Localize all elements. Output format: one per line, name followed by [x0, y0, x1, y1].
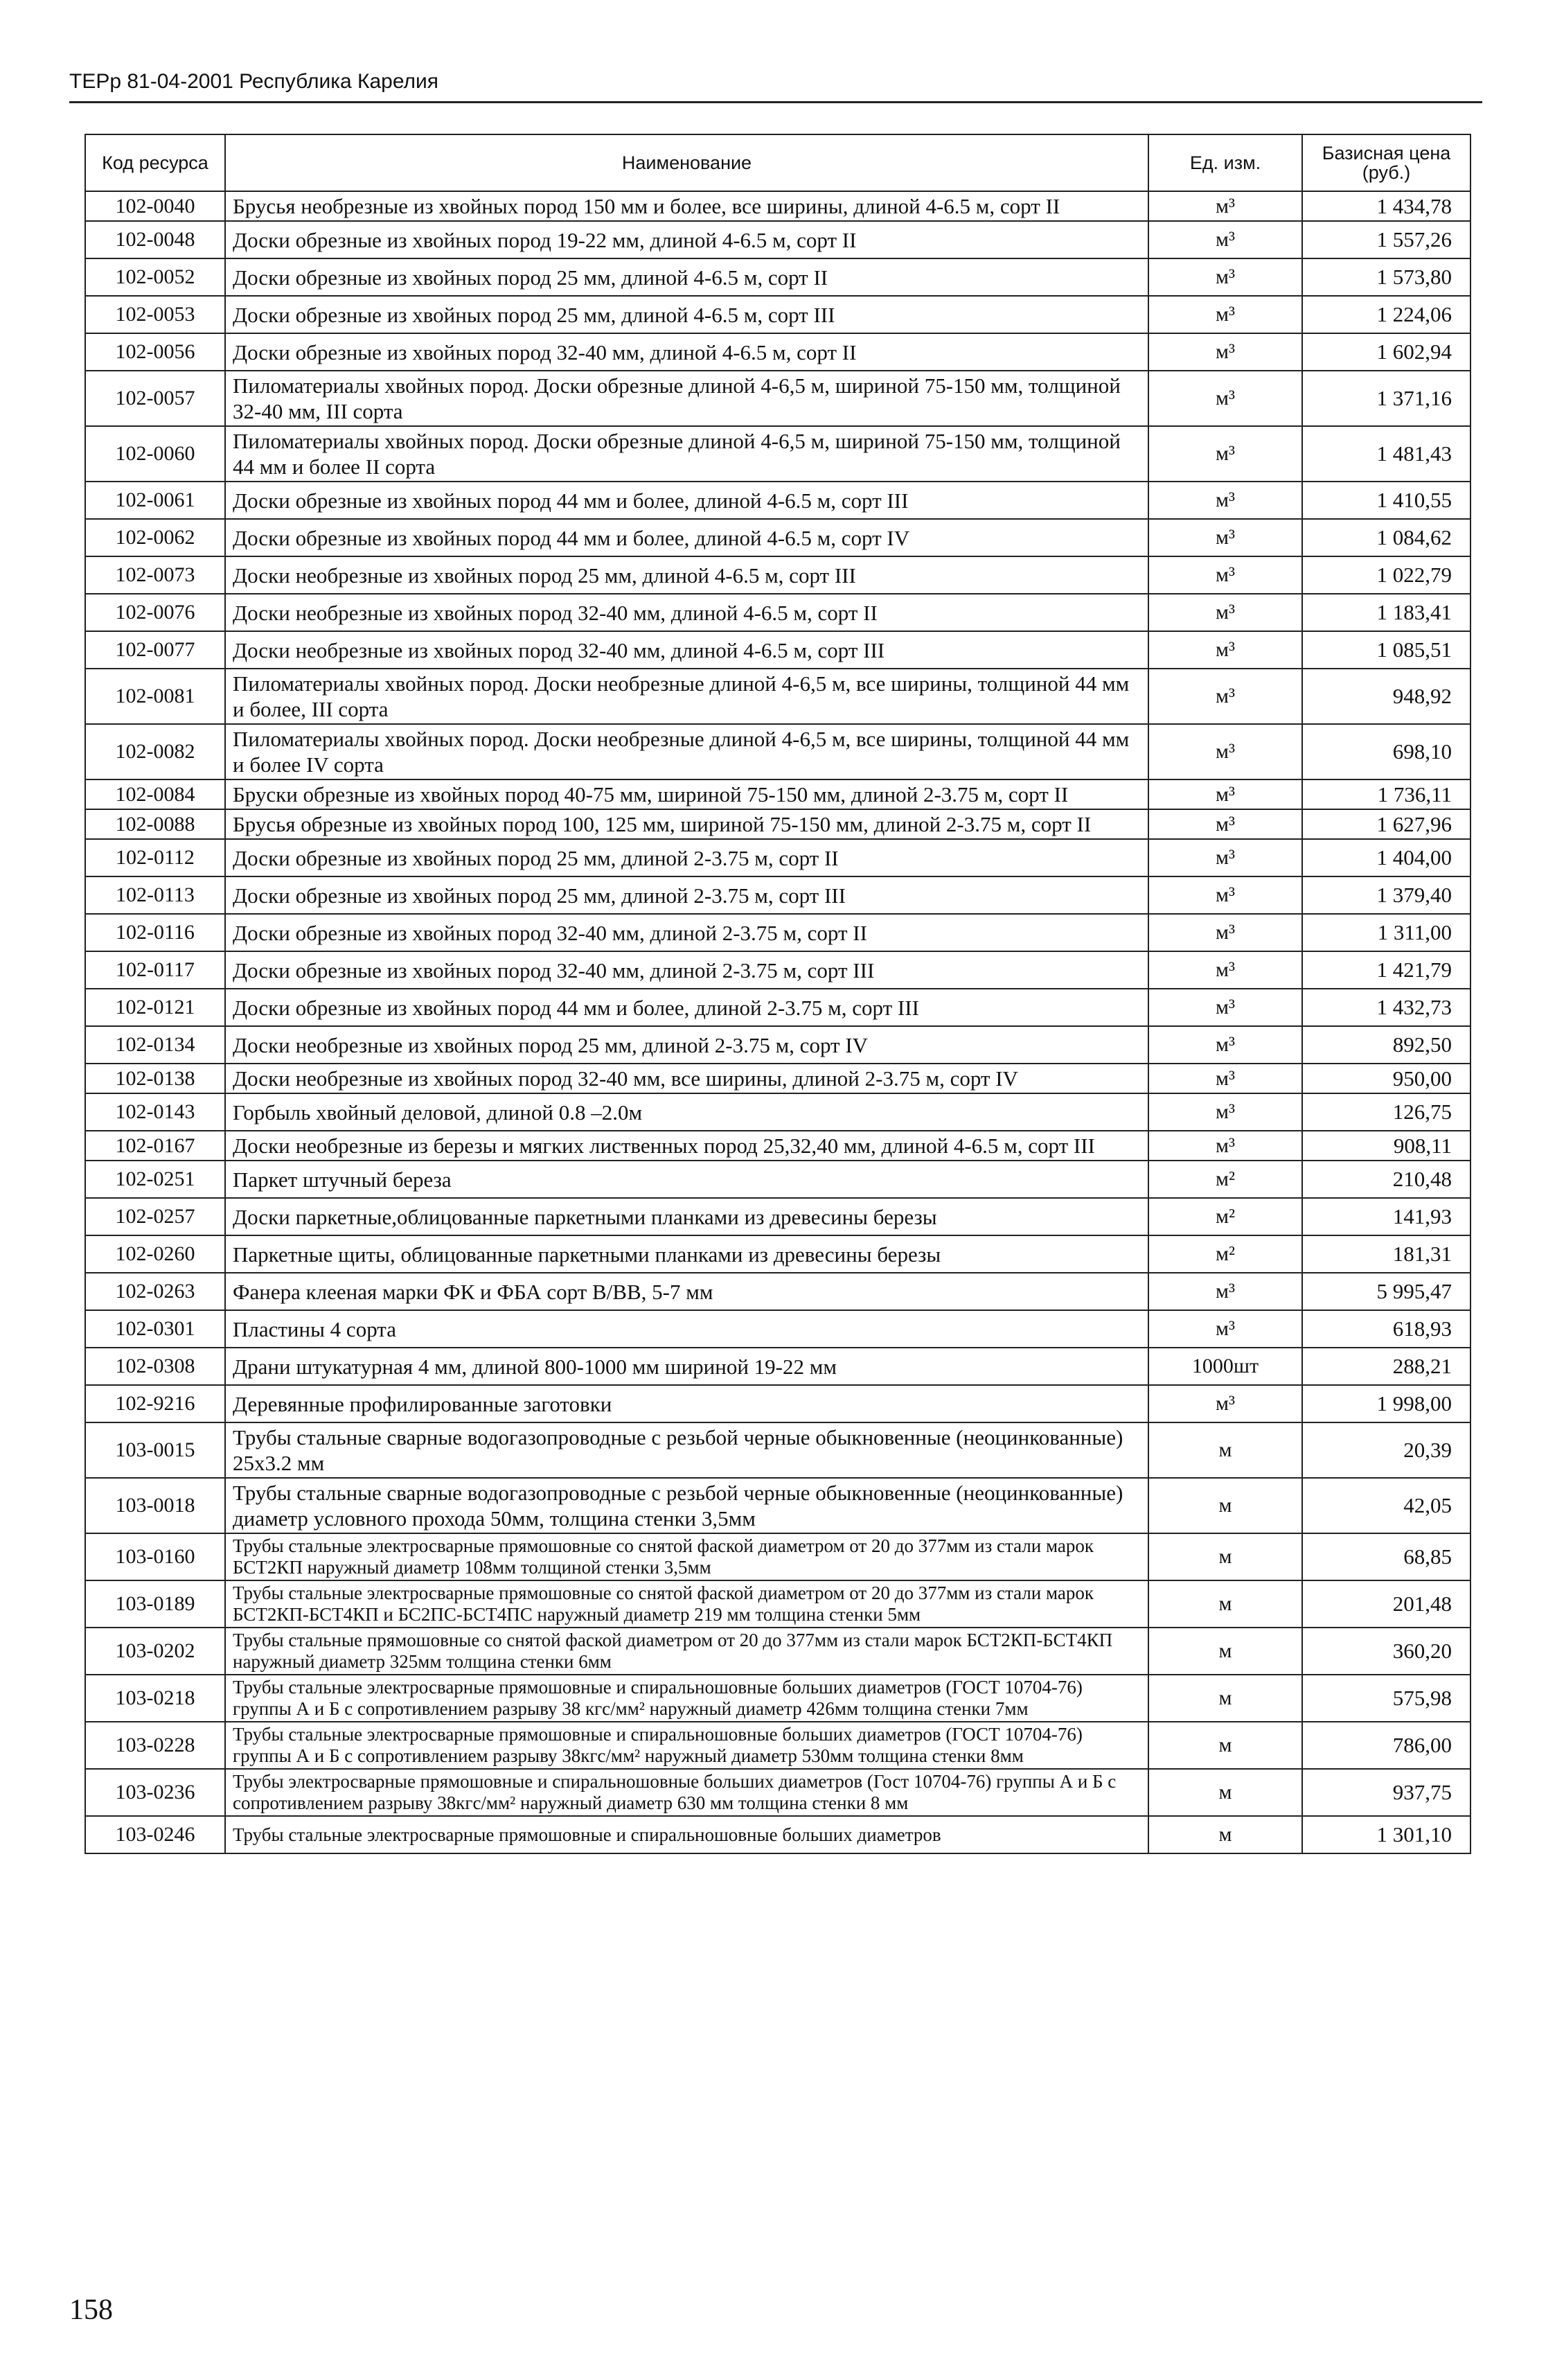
price-cell: 201,48: [1302, 1580, 1470, 1628]
unit-cell: 1000шт: [1148, 1348, 1302, 1385]
resource-name-cell: Брусья обрезные из хвойных пород 100, 125 мм, шириной 75-150 мм, длиной 2-3.75 м, сорт II: [225, 809, 1148, 839]
unit-cell: м³: [1148, 839, 1302, 876]
resource-name-cell: Паркет штучный береза: [225, 1161, 1148, 1198]
resource-code-cell: 103-0160: [85, 1533, 225, 1580]
price-cell: 1 085,51: [1302, 631, 1470, 669]
price-cell: 1 084,62: [1302, 519, 1470, 556]
price-cell: 698,10: [1302, 724, 1470, 779]
unit-cell: м: [1148, 1580, 1302, 1628]
table-row: [85, 1722, 1470, 1769]
resource-name-cell: Трубы стальные электросварные прямошовные и спиральношовные больших диаметров (ГОСТ 10704-76) группы А и Б с сопротивлением разрыву 38кгс/мм² наружный диаметр 530мм толщина стенки 8мм: [225, 1722, 1148, 1769]
table-row: [85, 1161, 1470, 1198]
resource-name-cell: Трубы стальные сварные водогазопроводные с резьбой черные обыкновенные (неоцинкованные) диаметр условного прохода 50мм, толщина стенки 3,5мм: [225, 1478, 1148, 1533]
unit-cell: м: [1148, 1722, 1302, 1769]
unit-cell: м³: [1148, 989, 1302, 1026]
unit-cell: м³: [1148, 191, 1302, 221]
resource-name-cell: Доски паркетные,облицованные паркетными планками из древесины березы: [225, 1198, 1148, 1235]
resource-name-cell: Доски обрезные из хвойных пород 32-40 мм, длиной 2-3.75 м, сорт II: [225, 914, 1148, 951]
unit-cell: м³: [1148, 1093, 1302, 1131]
table-row: [85, 914, 1470, 951]
resource-code-cell: 102-0052: [85, 258, 225, 296]
resource-name-cell: Доски обрезные из хвойных пород 32-40 мм, длиной 4-6.5 м, сорт II: [225, 333, 1148, 371]
resource-name-cell: Доски необрезные из хвойных пород 32-40 мм, длиной 4-6.5 м, сорт II: [225, 594, 1148, 631]
table-row: [85, 1235, 1470, 1273]
resource-code-cell: 102-0082: [85, 724, 225, 779]
resource-code-cell: 102-0116: [85, 914, 225, 951]
price-cell: 288,21: [1302, 1348, 1470, 1385]
resource-code-cell: 102-0112: [85, 839, 225, 876]
resource-name-cell: Бруски обрезные из хвойных пород 40-75 мм, шириной 75-150 мм, длиной 2-3.75 м, сорт II: [225, 779, 1148, 809]
resource-name-cell: Доски обрезные из хвойных пород 25 мм, длиной 4-6.5 м, сорт II: [225, 258, 1148, 296]
table-row: [85, 1198, 1470, 1235]
table-row: [85, 426, 1470, 482]
resource-name-cell: Пиломатериалы хвойных пород. Доски обрезные длиной 4-6,5 м, шириной 75-150 мм, толщиной 32-40 мм, III сорта: [225, 371, 1148, 426]
resource-code-cell: 102-0308: [85, 1348, 225, 1385]
price-cell: 1 410,55: [1302, 482, 1470, 519]
table-row: [85, 556, 1470, 594]
table-row: [85, 1816, 1470, 1853]
resource-name-cell: Пиломатериалы хвойных пород. Доски необрезные длиной 4-6,5 м, все ширины, толщиной 44 мм и более IV сорта: [225, 724, 1148, 779]
unit-cell: м³: [1148, 221, 1302, 258]
resource-code-cell: 102-0121: [85, 989, 225, 1026]
resource-name-cell: Фанера клееная марки ФК и ФБА сорт В/ВВ, 5-7 мм: [225, 1273, 1148, 1310]
unit-cell: м: [1148, 1628, 1302, 1675]
table-row: [85, 258, 1470, 296]
table-row: [85, 1533, 1470, 1580]
resource-code-cell: 102-0077: [85, 631, 225, 669]
price-cell: 1 421,79: [1302, 951, 1470, 989]
resource-name-cell: Брусья необрезные из хвойных пород 150 мм и более, все ширины, длиной 4-6.5 м, сорт II: [225, 191, 1148, 221]
unit-cell: м³: [1148, 779, 1302, 809]
resource-name-cell: Трубы стальные прямошовные со снятой фаской диаметром от 20 до 377мм из стали марок БСТ2КП-БСТ4КП наружный диаметр 325мм толщина стенки 6мм: [225, 1628, 1148, 1675]
price-cell: 20,39: [1302, 1422, 1470, 1478]
price-cell: 950,00: [1302, 1064, 1470, 1093]
table-row: [85, 779, 1470, 809]
resource-name-cell: Доски обрезные из хвойных пород 32-40 мм, длиной 2-3.75 м, сорт III: [225, 951, 1148, 989]
unit-cell: м²: [1148, 1235, 1302, 1273]
table-row: [85, 1093, 1470, 1131]
price-cell: 126,75: [1302, 1093, 1470, 1131]
unit-cell: м³: [1148, 669, 1302, 724]
resource-name-cell: Пиломатериалы хвойных пород. Доски необрезные длиной 4-6,5 м, все ширины, толщиной 44 мм и более, III сорта: [225, 669, 1148, 724]
table-row: [85, 1675, 1470, 1722]
unit-cell: м³: [1148, 1064, 1302, 1093]
resource-name-cell: Пластины 4 сорта: [225, 1310, 1148, 1348]
resource-code-cell: 103-0189: [85, 1580, 225, 1628]
price-cell: 1 183,41: [1302, 594, 1470, 631]
unit-cell: м³: [1148, 1273, 1302, 1310]
unit-cell: м²: [1148, 1161, 1302, 1198]
table-row: [85, 594, 1470, 631]
table-row: [85, 989, 1470, 1026]
price-cell: 1 301,10: [1302, 1816, 1470, 1853]
price-cell: 618,93: [1302, 1310, 1470, 1348]
resource-name-cell: Доски обрезные из хвойных пород 25 мм, длиной 2-3.75 м, сорт III: [225, 876, 1148, 914]
price-cell: 42,05: [1302, 1478, 1470, 1533]
resource-code-cell: 102-0113: [85, 876, 225, 914]
price-cell: 1 736,11: [1302, 779, 1470, 809]
resource-code-cell: 103-0015: [85, 1422, 225, 1478]
table-row: [85, 482, 1470, 519]
unit-cell: м³: [1148, 333, 1302, 371]
price-cell: 360,20: [1302, 1628, 1470, 1675]
resource-name-cell: Трубы стальные сварные водогазопроводные с резьбой черные обыкновенные (неоцинкованные) 25х3.2 мм: [225, 1422, 1148, 1478]
resource-code-cell: 102-0138: [85, 1064, 225, 1093]
table-row: [85, 809, 1470, 839]
resource-code-cell: 103-0218: [85, 1675, 225, 1722]
table-row: [85, 724, 1470, 779]
unit-cell: м³: [1148, 631, 1302, 669]
price-cell: 937,75: [1302, 1769, 1470, 1816]
table-row: [85, 1478, 1470, 1533]
unit-cell: м³: [1148, 426, 1302, 482]
resource-code-cell: 102-0263: [85, 1273, 225, 1310]
price-cell: 181,31: [1302, 1235, 1470, 1273]
resource-code-cell: 102-0073: [85, 556, 225, 594]
column-header-code: Код ресурса: [85, 134, 225, 191]
resource-name-cell: Пиломатериалы хвойных пород. Доски обрезные длиной 4-6,5 м, шириной 75-150 мм, толщиной 44 мм и более II сорта: [225, 426, 1148, 482]
unit-cell: м³: [1148, 876, 1302, 914]
resource-code-cell: 102-0134: [85, 1026, 225, 1064]
column-header-price: Базисная цена (руб.): [1302, 134, 1470, 191]
resource-name-cell: Доски обрезные из хвойных пород 19-22 мм, длиной 4-6.5 м, сорт II: [225, 221, 1148, 258]
resource-name-cell: Трубы стальные электросварные прямошовные со снятой фаской диаметром от 20 до 377мм из стали марок БСТ2КП наружный диаметр 108мм толщиной стенки 3,5мм: [225, 1533, 1148, 1580]
table-row: [85, 1422, 1470, 1478]
unit-cell: м: [1148, 1422, 1302, 1478]
resource-name-cell: Драни штукатурная 4 мм, длиной 800-1000 мм шириной 19-22 мм: [225, 1348, 1148, 1385]
table-row: [85, 1769, 1470, 1816]
price-cell: 1 022,79: [1302, 556, 1470, 594]
resource-code-cell: 102-0076: [85, 594, 225, 631]
resource-name-cell: Доски обрезные из хвойных пород 44 мм и более, длиной 4-6.5 м, сорт III: [225, 482, 1148, 519]
table-row: [85, 669, 1470, 724]
unit-cell: м³: [1148, 1131, 1302, 1161]
resource-code-cell: 102-0251: [85, 1161, 225, 1198]
table-row: [85, 1131, 1470, 1161]
unit-cell: м³: [1148, 482, 1302, 519]
unit-cell: м²: [1148, 1198, 1302, 1235]
unit-cell: м: [1148, 1533, 1302, 1580]
price-cell: 1 573,80: [1302, 258, 1470, 296]
resource-code-cell: 102-0301: [85, 1310, 225, 1348]
resource-code-cell: 102-9216: [85, 1385, 225, 1422]
resource-name-cell: Трубы электросварные прямошовные и спиральношовные больших диаметров (Гост 10704-76) группы А и Б с сопротивлением разрыву 38кгс/мм² наружный диаметр 630 мм толщина стенки 8 мм: [225, 1769, 1148, 1816]
price-cell: 1 432,73: [1302, 989, 1470, 1026]
resource-name-cell: Трубы стальные электросварные прямошовные и спиральношовные больших диаметров (ГОСТ 10704-76) группы А и Б с сопротивлением разрыву 38 кгс/мм² наружный диаметр 426мм толщина стенки 7мм: [225, 1675, 1148, 1722]
price-table: [85, 134, 1471, 1854]
resource-code-cell: 102-0056: [85, 333, 225, 371]
table-row: [85, 221, 1470, 258]
unit-cell: м³: [1148, 1385, 1302, 1422]
table-row: [85, 1580, 1470, 1628]
resource-name-cell: Доски обрезные из хвойных пород 44 мм и более, длиной 2-3.75 м, сорт III: [225, 989, 1148, 1026]
price-cell: 68,85: [1302, 1533, 1470, 1580]
resource-code-cell: 102-0060: [85, 426, 225, 482]
price-cell: 1 557,26: [1302, 221, 1470, 258]
price-cell: 1 998,00: [1302, 1385, 1470, 1422]
table-row: [85, 296, 1470, 333]
table-body: [85, 191, 1470, 1853]
resource-code-cell: 102-0062: [85, 519, 225, 556]
unit-cell: м: [1148, 1675, 1302, 1722]
unit-cell: м: [1148, 1769, 1302, 1816]
resource-name-cell: Деревянные профилированные заготовки: [225, 1385, 1148, 1422]
table-header-row: [85, 134, 1470, 191]
resource-code-cell: 103-0236: [85, 1769, 225, 1816]
unit-cell: м³: [1148, 594, 1302, 631]
table-row: [85, 519, 1470, 556]
resource-code-cell: 102-0040: [85, 191, 225, 221]
unit-cell: м³: [1148, 556, 1302, 594]
unit-cell: м³: [1148, 296, 1302, 333]
unit-cell: м³: [1148, 809, 1302, 839]
unit-cell: м³: [1148, 1026, 1302, 1064]
price-cell: 892,50: [1302, 1026, 1470, 1064]
table-row: [85, 1064, 1470, 1093]
unit-cell: м³: [1148, 951, 1302, 989]
price-cell: 908,11: [1302, 1131, 1470, 1161]
table-row: [85, 1348, 1470, 1385]
resource-code-cell: 102-0061: [85, 482, 225, 519]
table-row: [85, 631, 1470, 669]
document-title: ТЕРр 81-04-2001 Республика Карелия: [69, 70, 439, 93]
resource-name-cell: Доски необрезные из хвойных пород 32-40 мм, все ширины, длиной 2-3.75 м, сорт IV: [225, 1064, 1148, 1093]
resource-name-cell: Доски обрезные из хвойных пород 25 мм, длиной 2-3.75 м, сорт II: [225, 839, 1148, 876]
resource-name-cell: Доски необрезные из хвойных пород 25 мм, длиной 2-3.75 м, сорт IV: [225, 1026, 1148, 1064]
table-row: [85, 951, 1470, 989]
resource-name-cell: Доски обрезные из хвойных пород 44 мм и более, длиной 4-6.5 м, сорт IV: [225, 519, 1148, 556]
column-header-name: Наименование: [225, 134, 1148, 191]
price-cell: 1 371,16: [1302, 371, 1470, 426]
resource-code-cell: 103-0228: [85, 1722, 225, 1769]
resource-code-cell: 102-0057: [85, 371, 225, 426]
unit-cell: м³: [1148, 258, 1302, 296]
price-cell: 1 311,00: [1302, 914, 1470, 951]
table-row: [85, 191, 1470, 221]
resource-code-cell: 102-0260: [85, 1235, 225, 1273]
price-cell: 575,98: [1302, 1675, 1470, 1722]
resource-name-cell: Доски необрезные из хвойных пород 32-40 мм, длиной 4-6.5 м, сорт III: [225, 631, 1148, 669]
table-row: [85, 839, 1470, 876]
table-row: [85, 876, 1470, 914]
unit-cell: м³: [1148, 519, 1302, 556]
price-cell: 5 995,47: [1302, 1273, 1470, 1310]
page-number: 158: [69, 2294, 113, 2326]
unit-cell: м: [1148, 1478, 1302, 1533]
resource-code-cell: 102-0117: [85, 951, 225, 989]
column-header-unit: Ед. изм.: [1148, 134, 1302, 191]
resource-code-cell: 103-0202: [85, 1628, 225, 1675]
resource-name-cell: Трубы стальные электросварные прямошовные со снятой фаской диаметром от 20 до 377мм из стали марок БСТ2КП-БСТ4КП и БС2ПС-БСТ4ПС наружный диаметр 219 мм толщина стенки 5мм: [225, 1580, 1148, 1628]
unit-cell: м: [1148, 1816, 1302, 1853]
resource-code-cell: 102-0053: [85, 296, 225, 333]
page-header: [69, 69, 1482, 103]
resource-code-cell: 102-0084: [85, 779, 225, 809]
unit-cell: м³: [1148, 1310, 1302, 1348]
table-row: [85, 1026, 1470, 1064]
table-row: [85, 1628, 1470, 1675]
price-cell: 1 481,43: [1302, 426, 1470, 482]
unit-cell: м³: [1148, 371, 1302, 426]
table-row: [85, 1310, 1470, 1348]
price-cell: 210,48: [1302, 1161, 1470, 1198]
table-row: [85, 371, 1470, 426]
resource-code-cell: 102-0048: [85, 221, 225, 258]
table-row: [85, 1385, 1470, 1422]
price-cell: 1 379,40: [1302, 876, 1470, 914]
price-cell: 1 404,00: [1302, 839, 1470, 876]
resource-name-cell: Доски необрезные из березы и мягких лиственных пород 25,32,40 мм, длиной 4-6.5 м, сорт III: [225, 1131, 1148, 1161]
resource-name-cell: Доски обрезные из хвойных пород 25 мм, длиной 4-6.5 м, сорт III: [225, 296, 1148, 333]
resource-code-cell: 102-0088: [85, 809, 225, 839]
unit-cell: м³: [1148, 724, 1302, 779]
unit-cell: м³: [1148, 914, 1302, 951]
table-row: [85, 1273, 1470, 1310]
price-cell: 786,00: [1302, 1722, 1470, 1769]
price-cell: 1 224,06: [1302, 296, 1470, 333]
resource-name-cell: Горбыль хвойный деловой, длиной 0.8 –2.0м: [225, 1093, 1148, 1131]
resource-name-cell: Паркетные щиты, облицованные паркетными планками из древесины березы: [225, 1235, 1148, 1273]
resource-code-cell: 102-0143: [85, 1093, 225, 1131]
resource-code-cell: 103-0246: [85, 1816, 225, 1853]
price-cell: 1 627,96: [1302, 809, 1470, 839]
resource-code-cell: 102-0167: [85, 1131, 225, 1161]
table-row: [85, 333, 1470, 371]
resource-code-cell: 102-0081: [85, 669, 225, 724]
price-cell: 948,92: [1302, 669, 1470, 724]
resource-code-cell: 102-0257: [85, 1198, 225, 1235]
resource-name-cell: Трубы стальные электросварные прямошовные и спиральношовные больших диаметров: [225, 1816, 1148, 1853]
price-cell: 1 434,78: [1302, 191, 1470, 221]
resource-name-cell: Доски необрезные из хвойных пород 25 мм, длиной 4-6.5 м, сорт III: [225, 556, 1148, 594]
price-cell: 141,93: [1302, 1198, 1470, 1235]
resource-code-cell: 103-0018: [85, 1478, 225, 1533]
price-cell: 1 602,94: [1302, 333, 1470, 371]
